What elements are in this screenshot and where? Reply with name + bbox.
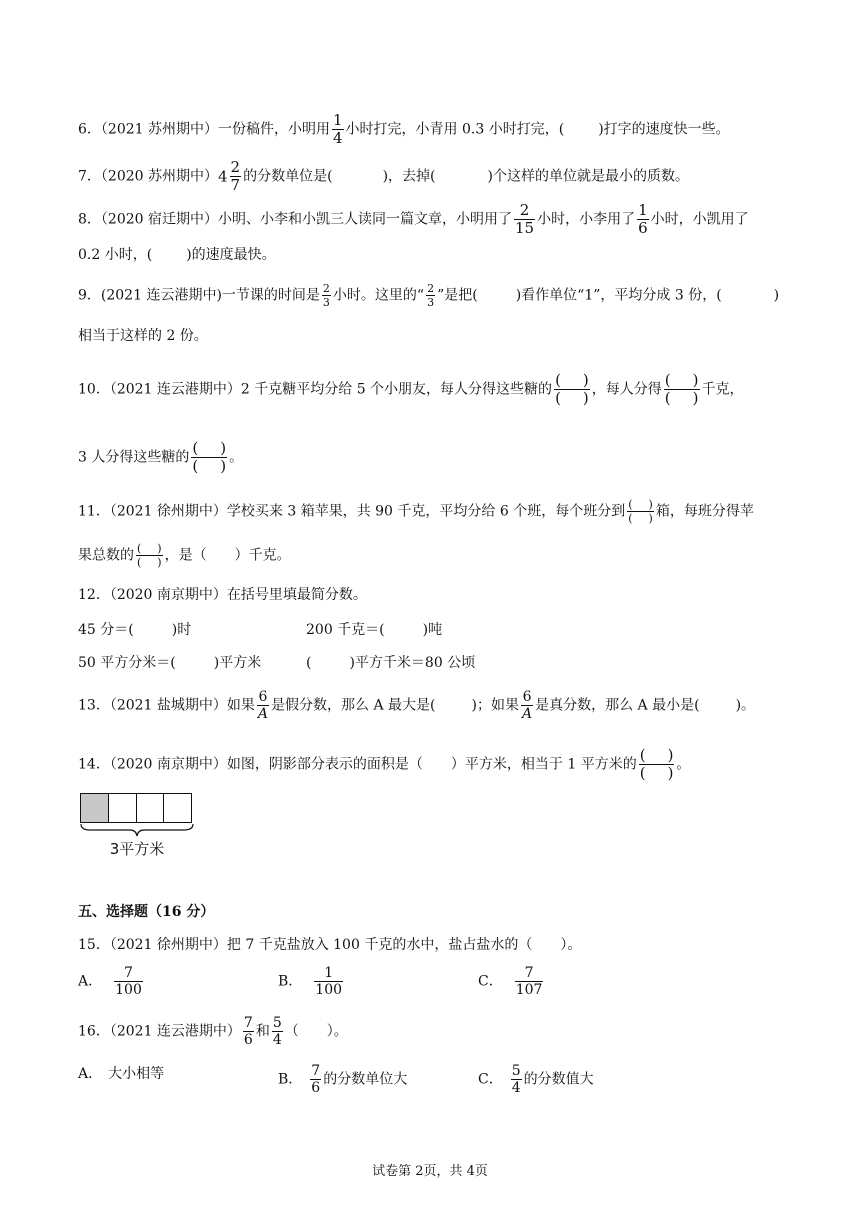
question-9-line-2 — [78, 326, 208, 346]
q7-mixed-number — [218, 160, 243, 193]
q12-r2a: 50 平方分米＝( — [78, 655, 176, 671]
paren-open: ( — [664, 389, 671, 407]
q15-option-a[interactable] — [78, 966, 145, 997]
q15-stem: 15．（2021 徐州期中）把 7 千克盐放入 100 千克的水中，盐占盐水的（ ）。 — [78, 937, 582, 953]
option-numerator: 7 — [524, 965, 534, 981]
shaded-cell — [81, 794, 109, 822]
q13-f2-numerator: 6 — [522, 689, 532, 705]
q8-fraction-2 — [637, 203, 649, 236]
q8-line2b: )的速度最快。 — [186, 247, 276, 263]
option-letter: C． — [478, 973, 503, 990]
paren-close: ) — [692, 389, 699, 407]
q9-line2: 相当于这样的 2 份。 — [78, 328, 208, 344]
option-letter: B． — [278, 1071, 303, 1088]
paren-close: ) — [220, 439, 227, 457]
paren-close: ) — [157, 556, 162, 569]
q6-fraction — [332, 113, 344, 146]
question-14 — [78, 748, 690, 781]
q7-middle2: )，去掉( — [382, 168, 436, 185]
q8-line2a: 0.2 小时，( — [78, 247, 153, 263]
q16-prefix: 16．（2021 连云港期中） — [78, 1023, 241, 1040]
paren-open: ( — [628, 512, 633, 525]
q8-middle: 小时，小李用了 — [537, 211, 636, 228]
paren-open: ( — [137, 542, 142, 555]
q8-fraction-1 — [514, 203, 535, 236]
q16-f2-denominator: 4 — [272, 1032, 282, 1048]
q9-fraction-1 — [322, 283, 331, 308]
q9-suffix: ) — [773, 287, 780, 304]
q9-f1-denominator: 3 — [322, 296, 330, 309]
paren-close: ) — [692, 371, 699, 389]
paren-open: ( — [555, 389, 561, 407]
q16-fraction-2 — [272, 1016, 283, 1047]
q14-blank-fraction[interactable] — [639, 748, 675, 781]
q16-and: 和 — [255, 1023, 270, 1040]
grid-cell — [137, 794, 165, 822]
q12-r1b-end: )吨 — [422, 622, 443, 638]
paren-open: ( — [628, 498, 633, 511]
option-text: 大小相等 — [108, 1066, 165, 1082]
q9-f2-denominator: 3 — [427, 296, 435, 309]
q11-prefix: 11．（2021 徐州期中）学校买来 3 箱苹果，共 90 千克，平均分给 6 个班，每个班分到 — [78, 503, 626, 520]
q12-r2a-end: )平方米 — [213, 655, 262, 671]
q16-f2-numerator: 5 — [272, 1015, 282, 1031]
question-8-line-2 — [78, 245, 276, 265]
q7-frac-numerator: 2 — [230, 158, 241, 176]
q9-middle: 小时。这里的“ — [332, 287, 425, 304]
q9-f1-numerator: 2 — [322, 282, 330, 295]
q14-suffix: 。 — [676, 756, 691, 773]
question-8 — [78, 203, 749, 236]
question-6 — [78, 113, 730, 146]
q11-suffix: 箱，每班分得苹 — [655, 503, 754, 520]
brace-icon — [80, 823, 194, 837]
section-5-title: 五、选择题（16 分） — [78, 904, 215, 920]
q12-r1a: 45 分＝( — [78, 622, 134, 638]
q16-suffix: （ ）。 — [284, 1023, 348, 1040]
q9-prefix: 9．(2021 连云港期中)一节课的时间是 — [78, 287, 320, 304]
paren-open: ( — [555, 371, 561, 389]
paren-close: ) — [648, 512, 653, 525]
q8-f2-denominator: 6 — [638, 219, 648, 237]
option-numerator: 1 — [324, 965, 334, 981]
question-15 — [78, 935, 581, 955]
q10-suffix: 千克， — [701, 381, 744, 398]
q9-middle2: ”是把( — [437, 287, 478, 304]
q16-f1-numerator: 7 — [243, 1015, 253, 1031]
q10-blank-fraction-1[interactable] — [554, 373, 590, 406]
q10-prefix: 10．（2021 连云港期中）2 千克糖平均分给 5 个小朋友，每人分得这些糖的 — [78, 381, 553, 398]
paren-open: ( — [664, 371, 671, 389]
option-numerator: 5 — [511, 1063, 521, 1079]
q16-fraction-1 — [243, 1016, 254, 1047]
q8-suffix: 小时，小凯用了 — [650, 211, 749, 228]
question-9 — [78, 283, 779, 308]
question-16 — [78, 1016, 348, 1047]
q14-figure — [80, 793, 194, 859]
q9-middle3: )看作单位“1”，平均分成 3 份，( — [515, 287, 722, 304]
option-denominator: 100 — [315, 982, 343, 998]
q13-f1-denominator: A — [257, 706, 269, 722]
q12-row-1a — [78, 620, 191, 640]
q9-f2-numerator: 2 — [427, 282, 435, 295]
q12-row-2a — [78, 653, 261, 673]
paren-close: ) — [582, 371, 589, 389]
question-12 — [78, 585, 367, 605]
option-numerator: 7 — [124, 965, 133, 981]
paren-open: ( — [192, 457, 199, 475]
q10-middle: ，每人分得 — [591, 381, 662, 398]
q8-f1-denominator: 15 — [515, 219, 535, 237]
option-text: 的分数值大 — [523, 1071, 594, 1088]
q7-middle: 的分数单位是( — [243, 168, 333, 185]
q13-suffix: )。 — [735, 697, 756, 714]
paren-open: ( — [639, 746, 646, 764]
q13-middle3: 是真分数，那么 A 最小是( — [535, 697, 700, 714]
q10-line2-end: 。 — [229, 449, 244, 466]
q11-line2a: 果总数的 — [78, 547, 134, 564]
option-letter: A． — [78, 973, 103, 990]
option-text: 的分数单位大 — [323, 1071, 408, 1088]
paren-open: ( — [639, 764, 646, 782]
q12-r2b-end: )平方千米＝80 公顷 — [349, 655, 476, 671]
q16-option-a[interactable] — [78, 1064, 164, 1084]
q12-r1a-end: )时 — [171, 622, 192, 638]
q10-line2: 3 人分得这些糖的 — [78, 449, 190, 466]
q9-fraction-2 — [426, 283, 435, 308]
paren-close: ) — [667, 746, 674, 764]
q7-prefix: 7．（2020 苏州期中） — [78, 168, 218, 185]
q15-option-c[interactable] — [478, 966, 545, 997]
grid-cell — [109, 794, 137, 822]
paren-close: ) — [157, 542, 162, 555]
figure-label: 3平方米 — [109, 840, 165, 858]
option-denominator: 6 — [311, 1080, 321, 1096]
q11-blank-fraction-2[interactable] — [136, 543, 163, 568]
question-10 — [78, 373, 744, 406]
q12-row-2b — [306, 653, 475, 673]
question-11-line-2 — [78, 543, 291, 568]
q13-middle: 是假分数，那么 A 最大是( — [271, 697, 436, 714]
option-letter: B． — [278, 973, 303, 990]
q13-f2-denominator: A — [521, 706, 533, 722]
page-footer: 试卷第 2页，共 4页 — [372, 1164, 488, 1179]
area-grid — [80, 793, 192, 823]
q16-option-b[interactable] — [278, 1064, 407, 1095]
q12-r2b: ( — [306, 655, 312, 671]
option-denominator: 4 — [511, 1080, 521, 1096]
question-10-line-2 — [78, 441, 243, 474]
q12-r1b: 200 千克＝( — [306, 622, 385, 638]
q13-f1-numerator: 6 — [258, 689, 268, 705]
option-letter: A． — [78, 1066, 103, 1082]
q8-f1-numerator: 2 — [519, 201, 530, 219]
option-numerator: 7 — [311, 1063, 321, 1079]
question-11 — [78, 499, 754, 524]
q16-f1-denominator: 6 — [243, 1032, 253, 1048]
q6-prefix: 6．（2021 苏州期中）一份稿件，小明用 — [78, 121, 330, 138]
paren-close: ) — [667, 764, 674, 782]
q13-fraction-1 — [257, 690, 269, 721]
q15-option-b[interactable] — [278, 966, 345, 997]
paren-close: ) — [220, 457, 227, 475]
q13-prefix: 13．（2021 盐城期中）如果 — [78, 697, 255, 714]
q7-frac-denominator: 7 — [230, 176, 241, 194]
q6-frac-denominator: 4 — [333, 129, 343, 147]
q7-suffix: )个这样的单位就是最小的质数。 — [487, 168, 689, 185]
option-denominator: 107 — [515, 982, 543, 998]
q12-row-1b — [306, 620, 442, 640]
q11-line2b: ，是（ ）千克。 — [164, 547, 291, 564]
q16-option-c[interactable] — [478, 1064, 594, 1095]
question-13 — [78, 690, 755, 721]
q7-whole: 4 — [218, 167, 228, 186]
q14-prefix: 14．（2020 南京期中）如图，阴影部分表示的面积是（ ）平方米，相当于 1 平方米的 — [78, 756, 637, 773]
q6-middle: 小时打完，小青用 0.3 小时打完，( — [345, 121, 565, 138]
q13-fraction-2 — [521, 690, 533, 721]
paren-close: ) — [582, 389, 589, 407]
q6-suffix: )打字的速度快一些。 — [598, 121, 730, 138]
q11-blank-fraction-1[interactable] — [627, 499, 654, 524]
q8-f2-numerator: 1 — [638, 201, 648, 219]
paren-open: ( — [137, 556, 142, 569]
question-7 — [78, 160, 689, 193]
grid-cell — [164, 794, 191, 822]
q8-prefix: 8．（2020 宿迁期中）小明、小李和小凯三人读同一篇文章，小明用了 — [78, 211, 512, 228]
paren-open: ( — [192, 439, 199, 457]
q13-middle2: )；如果 — [471, 697, 519, 714]
option-letter: C． — [478, 1071, 503, 1088]
q6-frac-numerator: 1 — [333, 111, 343, 129]
option-denominator: 100 — [115, 982, 142, 998]
paren-close: ) — [648, 498, 653, 511]
q10-blank-fraction-3[interactable] — [191, 441, 227, 474]
q12-title: 12．（2020 南京期中）在括号里填最简分数。 — [78, 587, 367, 603]
q10-blank-fraction-2[interactable] — [664, 373, 700, 406]
